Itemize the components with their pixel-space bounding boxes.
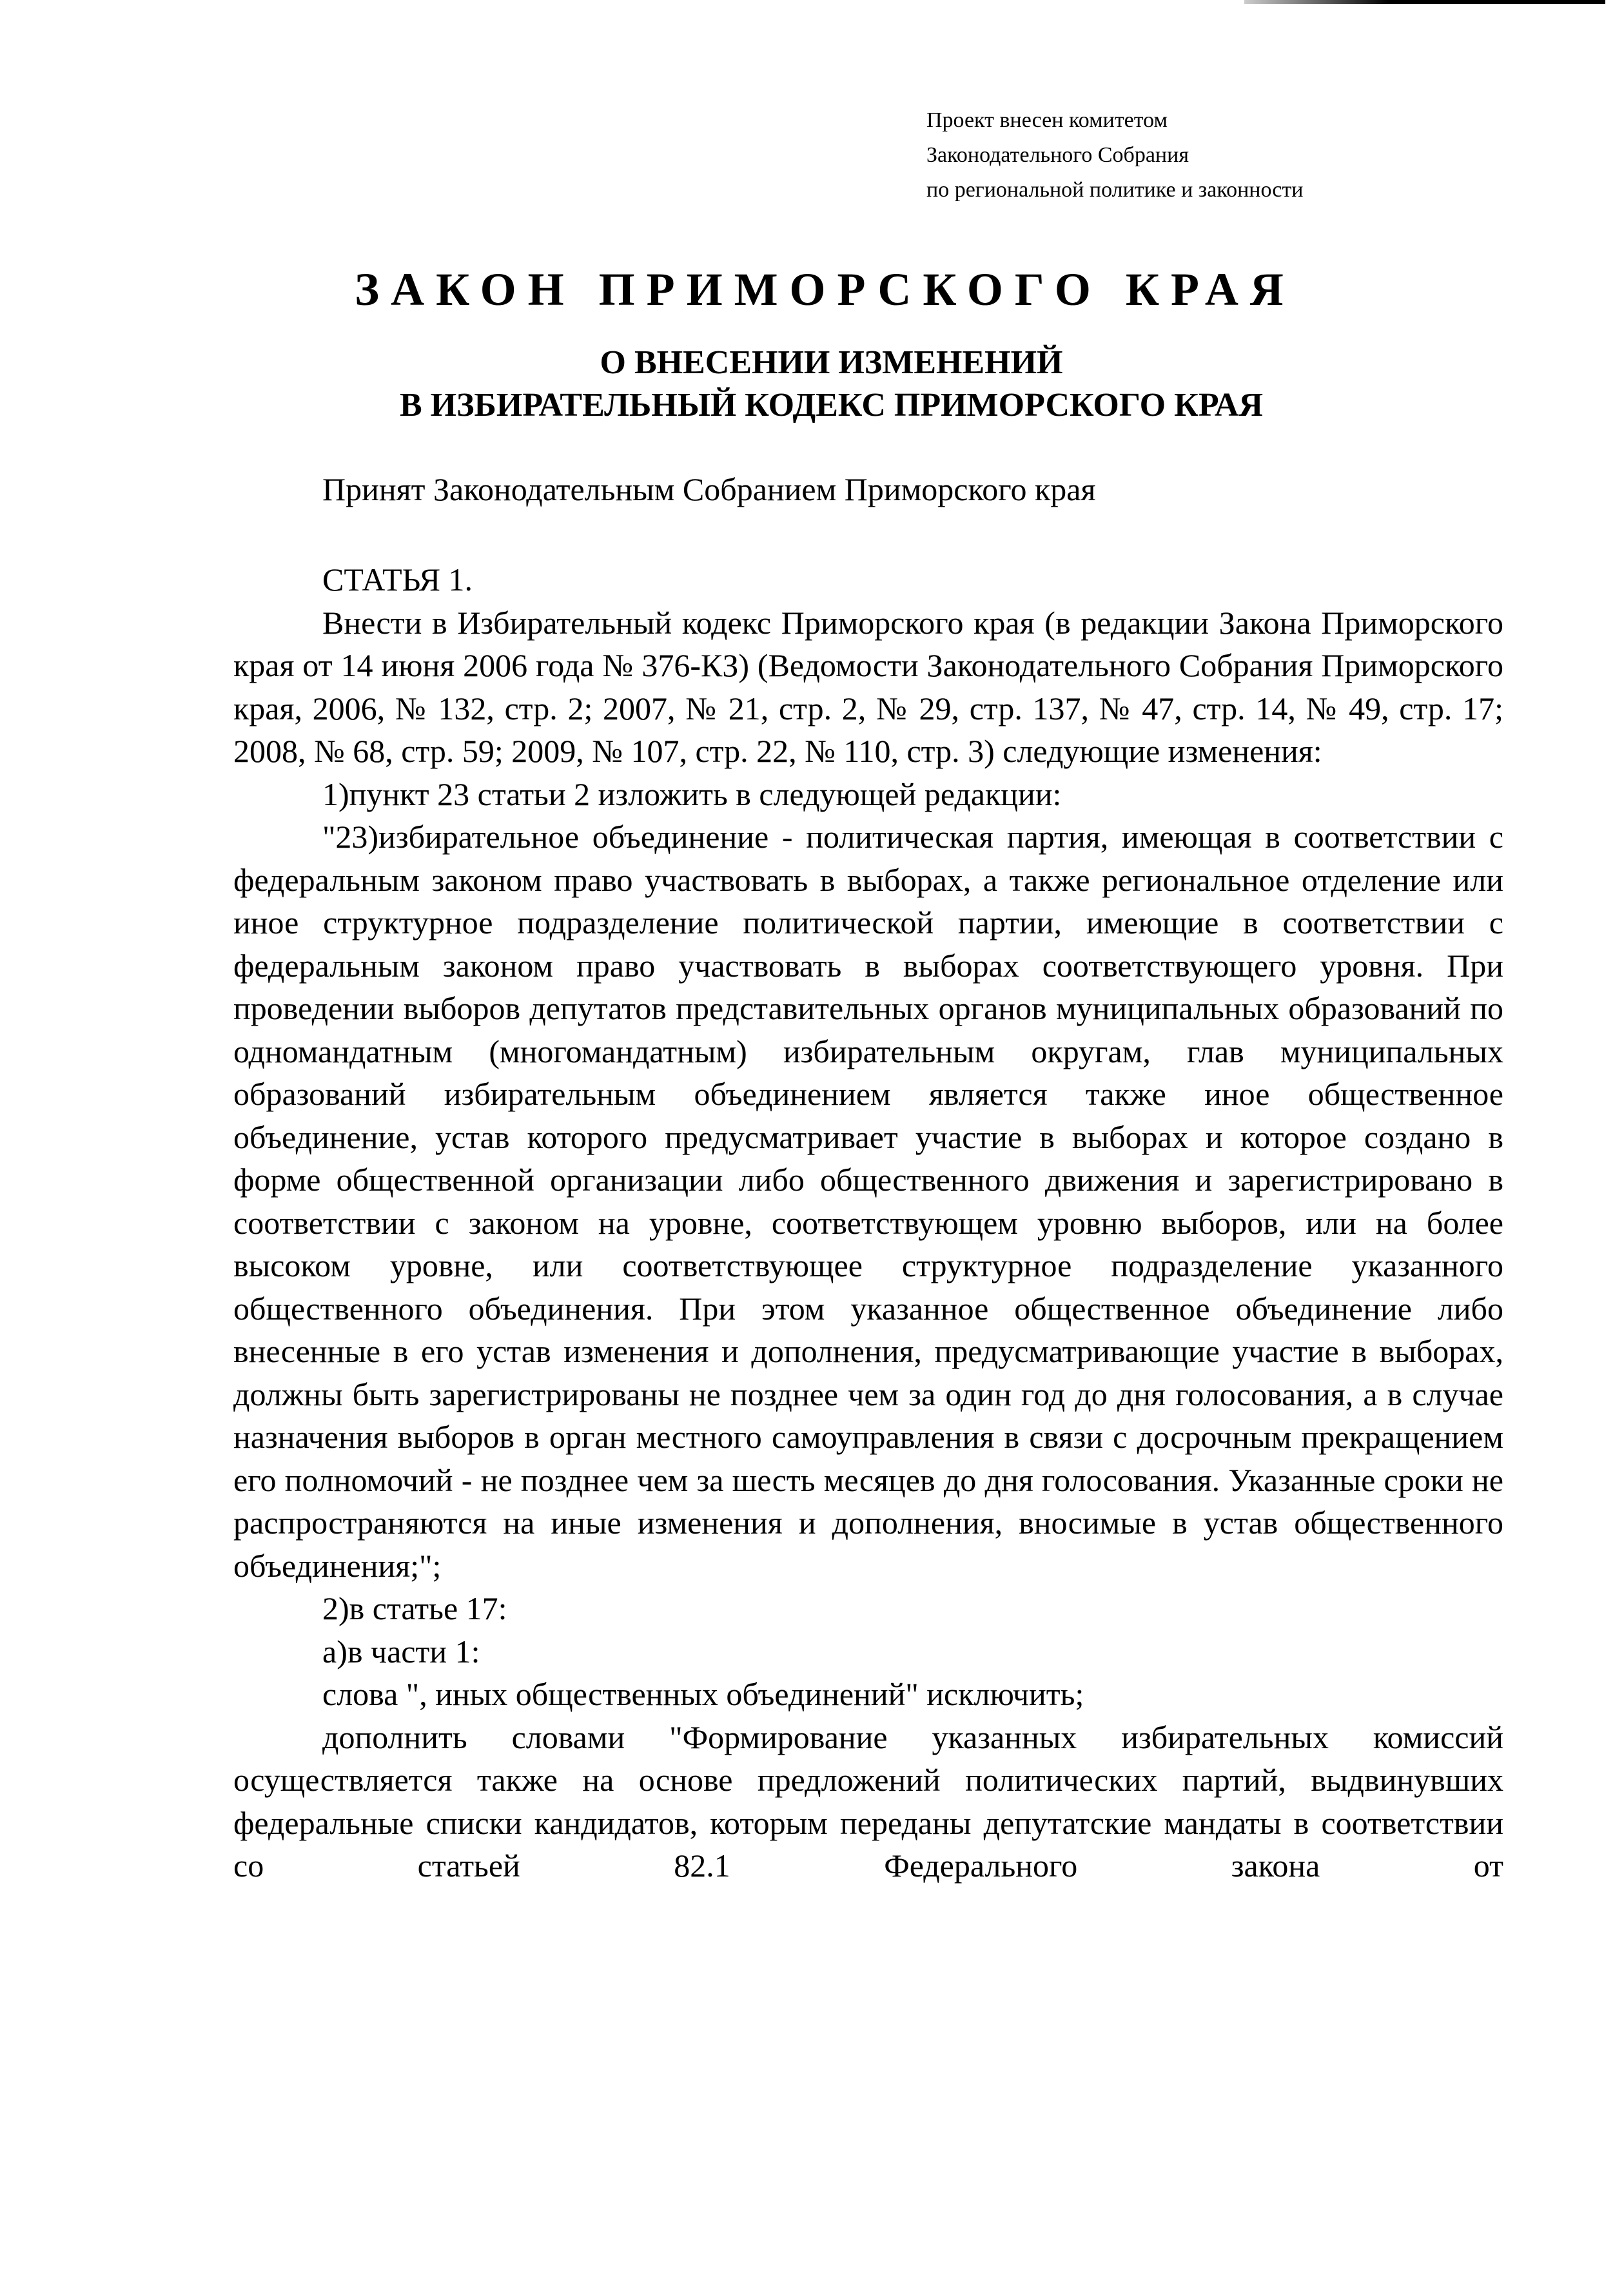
committee-line: по региональной политике и законности bbox=[926, 178, 1304, 202]
subtitle-line: О ВНЕСЕНИИ ИЗМЕНЕНИЙ bbox=[600, 344, 1063, 381]
article-heading: СТАТЬЯ 1. bbox=[322, 561, 473, 598]
subtitle-line: В ИЗБИРАТЕЛЬНЫЙ КОДЕКС ПРИМОРСКОГО КРАЯ bbox=[399, 387, 1264, 424]
item-2a-words: слова ", иных общественных объединений" исключить; bbox=[322, 1676, 1084, 1712]
item-2: 2)в статье 17: bbox=[322, 1590, 507, 1626]
committee-note bbox=[926, 103, 1304, 208]
document-body bbox=[233, 558, 1503, 1887]
adopted-note: Принят Законодательным Собранием Приморского края bbox=[322, 471, 1096, 507]
article-intro: Внести в Избирательный кодекс Приморского края (в редакции Закона Приморского края от 14 июня 2006 года № 376-КЗ) (Ведомости Законодательного Собрания Приморского края, 2006, № 132, стр. 2; 2007, № 21, стр. 2, № 29, стр. 137, № 47, стр. 14, № 49, стр. 17; 2008, № 68, стр. 59; 2009, № 107, стр. 22, № 110, стр. 3) следующие изменения: bbox=[233, 604, 1503, 769]
item-2a: а)в части 1: bbox=[322, 1633, 480, 1670]
committee-line: Проект внесен комитетом bbox=[926, 108, 1168, 132]
item-2a-add: дополнить словами "Формирование указанных избирательных комиссий осуществляется также на основе предложений политических партий, выдвинувших федеральные списки кандидатов, которым переданы депутатские мандаты в соответствии со статьей 82.1 Федерального закона от bbox=[233, 1719, 1503, 1884]
law-subtitle bbox=[0, 342, 1624, 427]
committee-line: Законодательного Собрания bbox=[926, 143, 1189, 167]
item-1-text: "23)избирательное объединение - политическая партия, имеющая в соответствии с федеральным законом право участвовать в выборах, а также региональное отделение или иное структурное подразделение политической партии, имеющие в соответствии с федеральным законом право участвовать в выборах соответствующего уровня. При проведении выборов депутатов представительных органов муниципальных образований по одномандатным (многомандатным) избирательным округам, глав муниципальных образований избирательным объединением является также иное общественное объединение, устав которого предусматривает участие в выборах и которое создано в форме общественной организации либо общественного движения и зарегистрировано в соответствии с законом на уровне, соответствующем уровню выборов, или на более высоком уровне, или соответствующее структурное подразделение указанного общественного объединения. При этом указанное общественное объединение либо внесенные в его устав изменения и дополнения, предусматривающие участие в выборах, должны быть зарегистрированы не позднее чем за один год до дня голосования, а в случае назначения выборов в орган местного самоуправления в связи с досрочным прекращением его полномочий - не позднее чем за шесть месяцев до дня голосования. Указанные сроки не распространяются на иные изменения и дополнения, вносимые в устав общественного объединения;"; bbox=[233, 819, 1503, 1584]
item-1: 1)пункт 23 статьи 2 изложить в следующей редакции: bbox=[322, 775, 1062, 812]
scan-artifact-line bbox=[1244, 0, 1605, 4]
law-title: ЗАКОН ПРИМОРСКОГО КРАЯ bbox=[355, 264, 1295, 315]
